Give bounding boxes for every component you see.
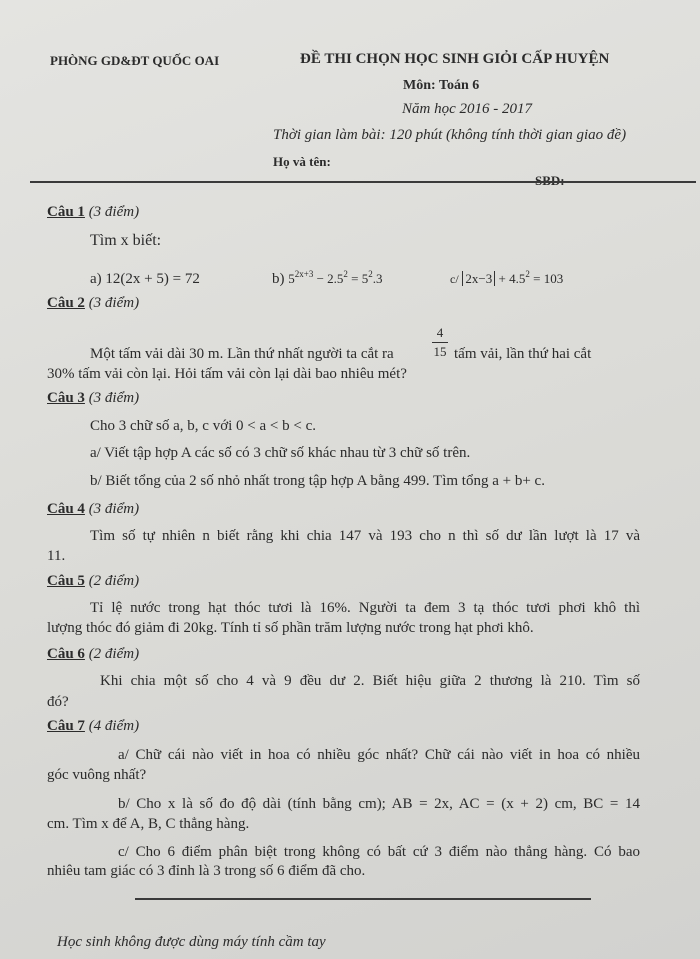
question-label: Câu 3 xyxy=(47,390,85,406)
question-1b xyxy=(272,270,383,288)
question-7-heading xyxy=(47,717,139,735)
item-label: b) xyxy=(272,271,285,287)
question-3-heading xyxy=(47,389,139,407)
question-2-heading xyxy=(47,294,139,312)
question-7a-line-2: góc vuông nhất? xyxy=(47,767,147,783)
question-points: (3 điểm) xyxy=(88,295,140,311)
question-6-line-2: đó? xyxy=(47,694,69,710)
question-5-heading xyxy=(47,572,139,590)
question-points: (2 điểm) xyxy=(88,646,140,662)
question-7c-line-1: c/ Cho 6 điểm phân biệt trong không có bất cứ 3 điểm nào thẳng hàng. Có bao xyxy=(118,844,640,860)
question-1-heading xyxy=(47,203,139,221)
duration: Thời gian làm bài: 120 phút (không tính thời gian giao đề) xyxy=(273,127,627,143)
question-4-heading xyxy=(47,500,139,518)
question-points: (4 điểm) xyxy=(88,718,140,734)
question-2-line-1a: Một tấm vải dài 30 m. Lần thứ nhất người ta cắt ra xyxy=(90,346,394,362)
equation: $2x-3 + 4.5^2 = 103$ xyxy=(462,271,563,286)
item-label: c/ xyxy=(450,272,459,286)
question-5-line-2: lượng thóc đó giảm đi 20kg. Tính tỉ số phần trăm lượng nước trong hạt phơi khô. xyxy=(47,620,534,636)
question-label: Câu 4 xyxy=(47,501,85,517)
question-5-line-1: Tỉ lệ nước trong hạt thóc tươi là 16%. Người ta đem 3 tạ thóc tươi phơi khô thì xyxy=(90,600,640,616)
question-4-line-1: Tìm số tự nhiên n biết rằng khi chia 147 và 193 cho n thì số dư lần lượt là 17 và xyxy=(90,528,640,544)
question-7a-line-1: a/ Chữ cái nào viết in hoa có nhiều góc nhất? Chữ cái nào viết in hoa có nhiều xyxy=(118,747,640,763)
question-6-heading xyxy=(47,645,139,663)
question-1-intro: Tìm x biết: xyxy=(90,232,162,249)
question-label: Câu 7 xyxy=(47,718,85,734)
header-divider xyxy=(30,181,696,183)
question-label: Câu 6 xyxy=(47,646,85,662)
question-points: (2 điểm) xyxy=(88,573,140,589)
question-3-line-2: a/ Viết tập hợp A các số có 3 chữ số khác nhau từ 3 chữ số trên. xyxy=(90,445,471,461)
question-1c xyxy=(450,270,563,288)
question-7c-line-2: nhiêu tam giác có 3 đỉnh là 3 trong số 6 điểm đã cho. xyxy=(47,863,366,879)
name-label: Họ và tên: xyxy=(273,154,331,169)
question-label: Câu 1 xyxy=(47,204,85,220)
equation: $5^{2x+3} - 2.5^2 = 5^2.3$ xyxy=(288,269,383,286)
exam-title: ĐỀ THI CHỌN HỌC SINH GIỎI CẤP HUYỆN xyxy=(300,51,610,67)
question-4-line-2: 11. xyxy=(47,548,66,564)
question-points: (3 điểm) xyxy=(88,204,140,220)
fraction: 4 15 xyxy=(433,325,447,359)
department-name: PHÒNG GD&ĐT QUỐC OAI xyxy=(50,53,220,68)
footer-note: Học sinh không được dùng máy tính cầm tay xyxy=(57,934,326,950)
subject: Môn: Toán 6 xyxy=(403,78,480,93)
question-label: Câu 5 xyxy=(47,573,85,589)
end-divider xyxy=(135,898,591,900)
question-label: Câu 2 xyxy=(47,295,85,311)
question-2-line-1b: tấm vải, lần thứ hai cắt xyxy=(454,346,592,362)
question-1a xyxy=(90,270,200,288)
equation: 12(2x + 5) = 72 xyxy=(105,271,200,287)
question-points: (3 điểm) xyxy=(88,390,140,406)
question-6-line-1: Khi chia một số cho 4 và 9 đều dư 2. Biết hiệu giữa 2 thương là 210. Tìm số xyxy=(100,673,640,689)
question-2-line-2: 30% tấm vải còn lại. Hỏi tấm vải còn lại dài bao nhiêu mét? xyxy=(47,366,407,382)
question-3-line-3: b/ Biết tổng của 2 số nhỏ nhất trong tập hợp A bằng 499. Tìm tổng a + b+ c. xyxy=(90,473,545,489)
question-7b-line-2: cm. Tìm x để A, B, C thẳng hàng. xyxy=(47,816,250,832)
question-7b-line-1: b/ Cho x là số đo độ dài (tính bằng cm); AB = 2x, AC = (x + 2) cm, BC = 14 xyxy=(118,796,640,812)
item-label: a) xyxy=(90,271,102,287)
school-year: Năm học 2016 - 2017 xyxy=(402,101,532,117)
question-points: (3 điểm) xyxy=(88,501,140,517)
question-3-line-1: Cho 3 chữ số a, b, c với 0 < a < b < c. xyxy=(90,418,316,434)
